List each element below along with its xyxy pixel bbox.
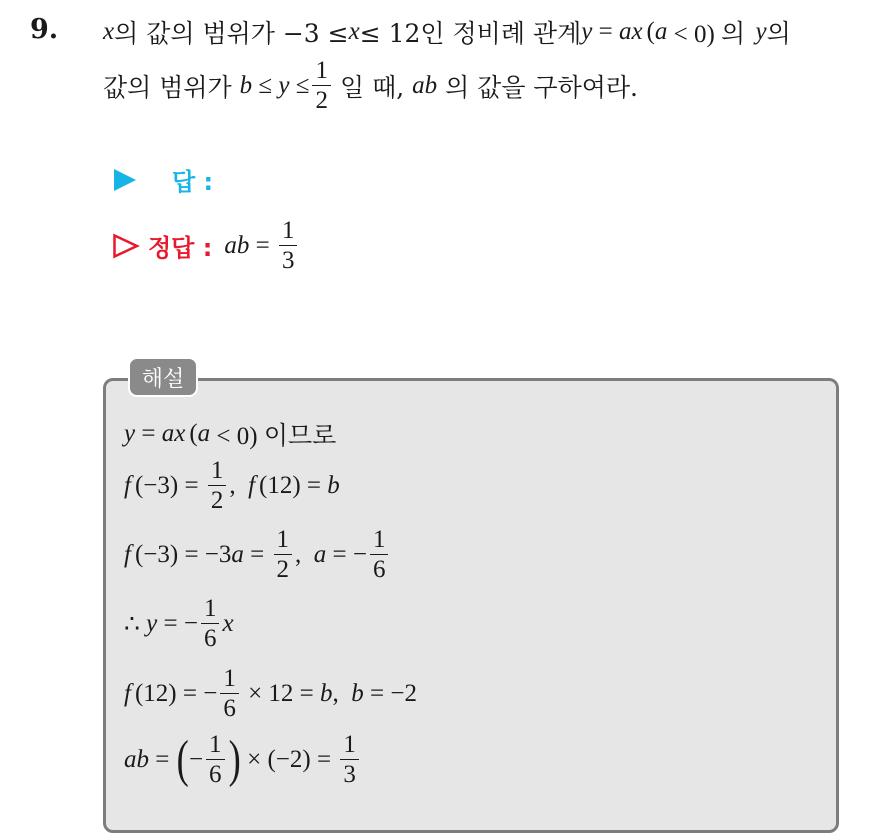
fraction-one-third: $\frac{1}{3}$	[279, 218, 298, 273]
fraction: $\frac{1}{6}$	[220, 666, 239, 721]
question-line-2: 값의 범위가 b ≤ y ≤ $\frac{1}{2}$ 일 때, ab 의 값을 구하여라.	[103, 57, 638, 114]
fraction-one-half: $\frac{1}{2}$	[312, 58, 331, 113]
fraction: $\frac{1}{2}$	[208, 458, 227, 513]
fraction: $\frac{1}{3}$	[340, 732, 359, 787]
fraction: $\frac{1}{2}$	[274, 527, 293, 582]
solution-line-5: f (12) = − $\frac{1}{6}$ × 12 = b , b = −2	[124, 665, 417, 722]
solution-line-6: ab = ( − $\frac{1}{6}$ ) × (−2) = $\frac{1}{3}$	[124, 732, 362, 787]
fraction: $\frac{1}{6}$	[201, 596, 220, 651]
solution-line-1: y = ax ( a < 0) 이므로	[124, 420, 337, 450]
solution-line-2: f (−3) = $\frac{1}{2}$ , f (12) = b	[124, 457, 340, 514]
question-number: 9.	[30, 14, 59, 45]
question-line-1: x 의 값의 범위가 −3 ≤ x ≤ 12인 정비례 관계 y = ax ( a < 0) 의 y 의	[103, 18, 791, 48]
answer-label: 답 :	[172, 168, 214, 196]
solution-tab: 해설	[128, 357, 198, 397]
triangle-outline-icon	[112, 233, 140, 259]
fraction: $\frac{1}{6}$	[370, 527, 389, 582]
correct-answer-row: 정답 : ab = $\frac{1}{3}$	[112, 218, 300, 273]
triangle-filled-icon	[112, 167, 138, 193]
solution-line-3: f (−3) = −3 a = $\frac{1}{2}$ , a = − $\frac{1}{6}$	[124, 527, 391, 582]
correct-answer-label: 정답 :	[148, 234, 213, 262]
answer-blank-row	[112, 162, 213, 197]
solution-line-4: ∴ y = − $\frac{1}{6}$ x	[124, 595, 234, 652]
fraction: $\frac{1}{6}$	[206, 732, 225, 787]
